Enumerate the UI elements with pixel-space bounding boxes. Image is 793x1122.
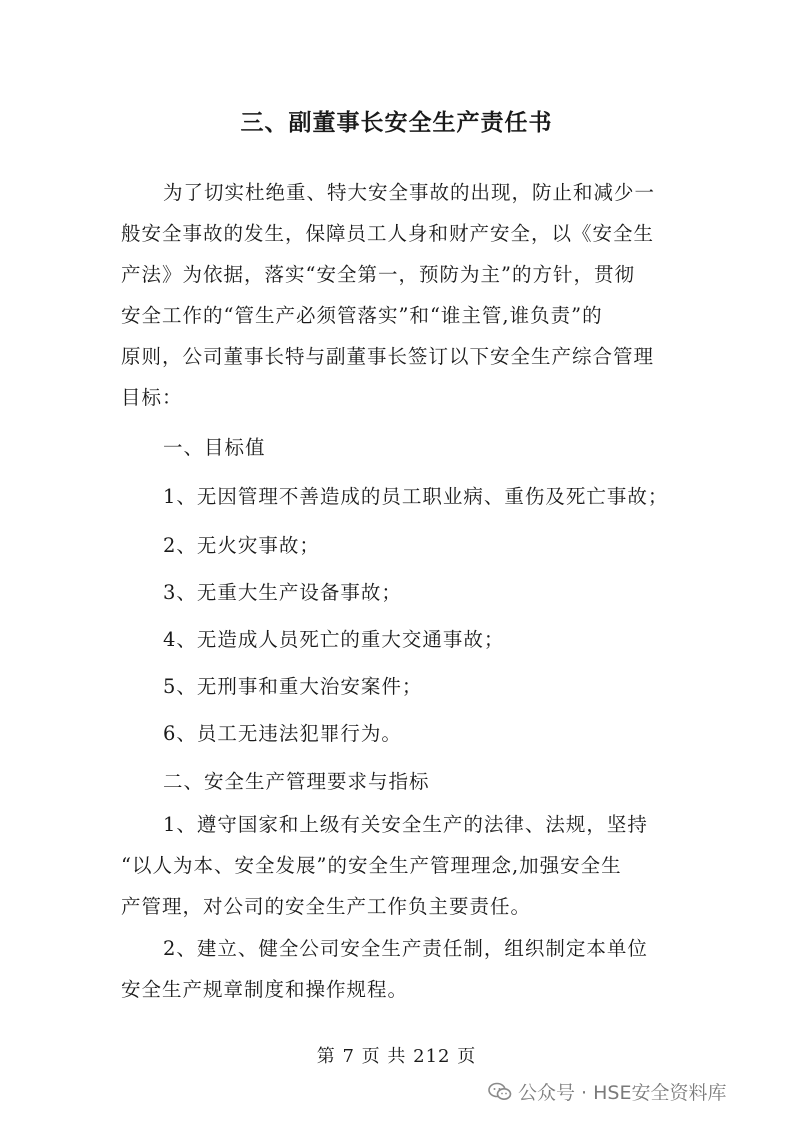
requirement-line: 1、遵守国家和上级有关安全生产的法律、法规，坚持 bbox=[163, 813, 648, 836]
requirement-paragraph-1 bbox=[121, 804, 681, 927]
intro-line: 般安全事故的发生，保障员工人身和财产安全，以《安全生 bbox=[121, 222, 655, 245]
watermark bbox=[488, 1078, 726, 1105]
target-item: 5、无刑事和重大治安案件； bbox=[163, 675, 423, 698]
target-item: 2、无火灾事故； bbox=[163, 534, 320, 557]
requirement-line: “以人为本、安全发展”的安全生产管理理念,加强安全生 bbox=[121, 854, 622, 877]
target-item: 3、无重大生产设备事故； bbox=[163, 581, 402, 604]
requirement-line: 产管理，对公司的安全生产工作负主要责任。 bbox=[121, 895, 532, 918]
section-heading-targets: 一、目标值 bbox=[163, 436, 266, 459]
target-item: 4、无造成人员死亡的重大交通事故； bbox=[163, 628, 505, 651]
wechat-icon bbox=[488, 1082, 512, 1102]
intro-line: 目标： bbox=[121, 386, 183, 409]
watermark-text: 公众号 · HSE安全资料库 bbox=[518, 1082, 727, 1104]
target-item: 6、员工无违法犯罪行为。 bbox=[163, 722, 402, 745]
requirement-line: 2、建立、健全公司安全生产责任制，组织制定本单位 bbox=[163, 937, 648, 960]
requirement-line: 安全生产规章制度和操作规程。 bbox=[121, 978, 409, 1001]
document-title: 三、副董事长安全生产责任书 bbox=[240, 109, 553, 136]
section-heading-requirements: 二、安全生产管理要求与指标 bbox=[163, 770, 430, 793]
requirement-paragraph-2 bbox=[121, 928, 681, 1010]
intro-line: 为了切实杜绝重、特大安全事故的出现，防止和减少一 bbox=[163, 181, 656, 204]
target-item: 1、无因管理不善造成的员工职业病、重伤及死亡事故； bbox=[163, 485, 669, 508]
intro-line: 产法》为依据，落实“安全第一，预防为主”的方针，贯彻 bbox=[121, 263, 635, 286]
intro-line: 原则，公司董事长特与副董事长签订以下安全生产综合管理 bbox=[121, 345, 655, 368]
page-footer: 第 7 页 共 212 页 bbox=[316, 1046, 477, 1067]
intro-line: 安全工作的“管生产必须管落实”和“谁主管,谁负责”的 bbox=[121, 304, 603, 327]
intro-paragraph bbox=[121, 172, 681, 418]
